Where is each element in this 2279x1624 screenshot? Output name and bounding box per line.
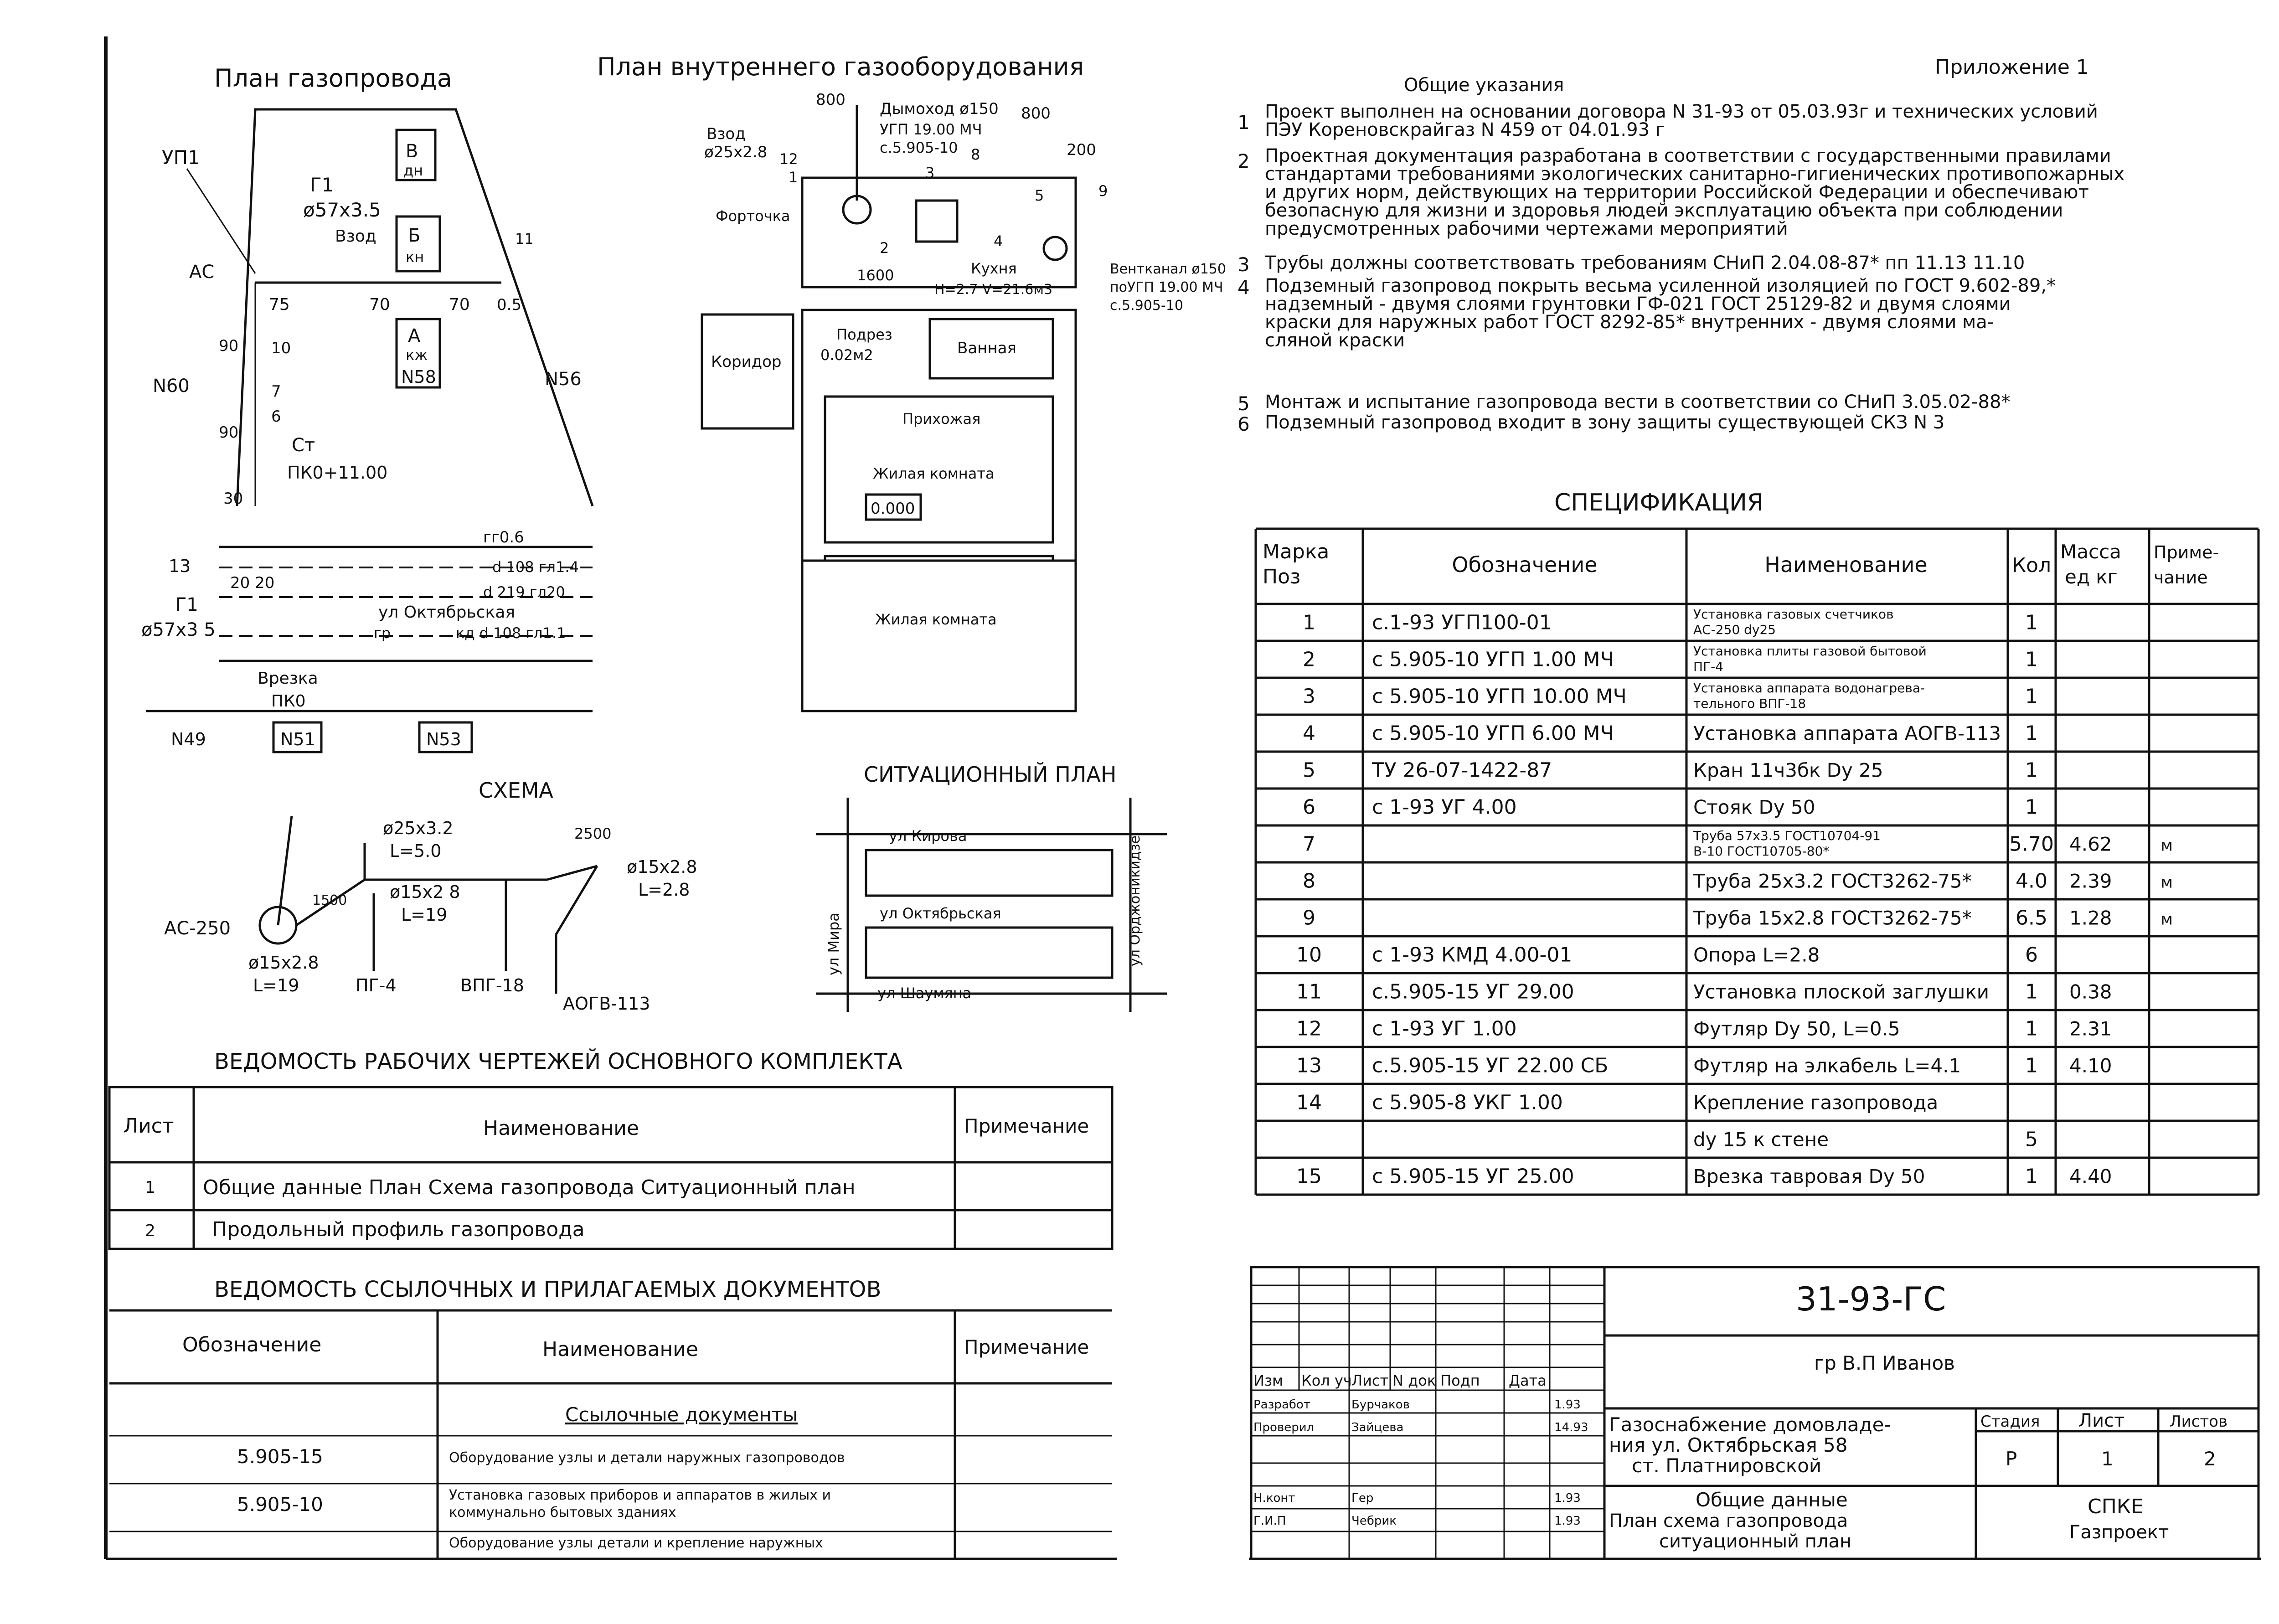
spec-cells xyxy=(1263,540,2219,1188)
lot-n60: N60 xyxy=(153,376,190,397)
schema-pg4: ПГ-4 xyxy=(356,975,397,995)
pos-5: 5 xyxy=(1035,187,1044,204)
spec-h-designation: Обозначение xyxy=(1452,552,1598,577)
docs-r2-name-1: Установка газовых приборов и аппаратов в жилых и xyxy=(449,1487,831,1503)
spec-cell-designation: ТУ 26-07-1422-87 xyxy=(1372,758,1552,782)
tb-sheet-h: Лист xyxy=(2078,1410,2125,1431)
schema-d1500: 1500 xyxy=(312,892,347,908)
label-kd: кд d 108 гл1.1 xyxy=(456,624,566,642)
spec-cell-qty: 1 xyxy=(2025,1054,2038,1078)
spec-cell-name: тельного ВПГ-18 xyxy=(1693,696,1806,711)
pos-1: 1 xyxy=(789,169,798,186)
label-vent: Вентканал ø150 xyxy=(1110,261,1226,277)
street-shaumyana: ул Шаумяна xyxy=(877,985,972,1002)
tb-col-header: Изм xyxy=(1253,1372,1284,1389)
spec-cell-pos: 11 xyxy=(1296,980,1322,1004)
label-vent-ugp: поУГП 19.00 МЧ xyxy=(1110,279,1223,295)
note-5-line-1: Монтаж и испытание газопровода вести в соответствии со СНиП 3.05.02-88* xyxy=(1265,392,2011,412)
street-ordzh: ул Орджоникидзе xyxy=(1127,835,1143,966)
note-num-2: 2 xyxy=(1237,150,1250,172)
spec-cell-name: Футляр на элкабель L=4.1 xyxy=(1693,1054,1961,1077)
tb-sheets: 2 xyxy=(2204,1448,2216,1470)
docs-r3-name: Оборудование узлы детали и крепление наружных xyxy=(449,1535,823,1551)
tb-staff-name: Зайцева xyxy=(1351,1421,1404,1434)
title-block xyxy=(1251,1267,2258,1559)
spec-cell-name: Установка плоской заглушки xyxy=(1693,980,1989,1003)
label-g1: Г1 xyxy=(310,174,334,196)
label-kitchen-dims: Н=2.7 V=21.6м3 xyxy=(934,282,1053,298)
tb-col-header: Подп xyxy=(1440,1372,1480,1389)
schema-l28: L=2.8 xyxy=(638,880,690,900)
spec-cell-mass: 0.38 xyxy=(2069,980,2112,1003)
spec-cell-pos: 5 xyxy=(1303,758,1315,782)
spec-cell-name: Врезка тавровая Dу 50 xyxy=(1693,1165,1925,1188)
schema-p25: ø25х3.2 xyxy=(383,818,454,838)
spec-cell-pos: 1 xyxy=(1303,611,1315,634)
dim-90b: 90 xyxy=(219,423,239,442)
dim-1600: 1600 xyxy=(857,267,894,284)
spec-cell-qty: 6 xyxy=(2025,943,2038,967)
spec-cell-note: м xyxy=(2160,836,2173,855)
drawings-list-title: ВЕДОМОСТЬ РАБОЧИХ ЧЕРТЕЖЕЙ ОСНОВНОГО КОМПЛЕКТА xyxy=(214,1049,902,1074)
spec-h-note: Приме- xyxy=(2154,542,2219,562)
label-level: 0.000 xyxy=(871,500,915,518)
label-pipe-int: ø25х2.8 xyxy=(704,143,768,161)
spec-cell-pos: 10 xyxy=(1296,943,1322,967)
spec-cell-designation: с.5.905-15 УГ 29.00 xyxy=(1372,980,1574,1004)
spec-cell-mass: 2.39 xyxy=(2069,870,2112,892)
spec-cell-designation: с 5.905-15 УГ 25.00 xyxy=(1372,1165,1574,1188)
spec-cell-designation: с.5.905-15 УГ 22.00 СБ xyxy=(1372,1054,1609,1078)
pos-8: 8 xyxy=(971,146,980,163)
spec-cell-pos: 13 xyxy=(1296,1054,1322,1078)
spec-cell-qty: 1 xyxy=(2025,758,2038,782)
tb-staff-grid xyxy=(1251,1267,1604,1559)
spec-cell-qty: 4.0 xyxy=(2016,869,2047,893)
spec-cell-note: м xyxy=(2160,873,2173,892)
dim-30: 30 xyxy=(223,490,243,508)
pos-4: 4 xyxy=(994,232,1003,250)
lot-n51: N51 xyxy=(280,729,315,749)
street-mira: ул Мира xyxy=(825,913,842,975)
label-corridor: Коридор xyxy=(711,353,782,371)
note-2-line-1: Проектная документация разработана в соответствии с государственными правилами xyxy=(1265,145,2111,166)
building-b-sub: кн xyxy=(406,248,424,266)
docs-h-name: Наименование xyxy=(542,1338,698,1361)
lot-n49: N49 xyxy=(171,729,206,749)
label-fortochka: Форточка xyxy=(716,207,790,225)
tb-stage: Р xyxy=(2006,1448,2017,1470)
spec-cell-note: м xyxy=(2160,910,2173,929)
gas-plan-title: План газопровода xyxy=(214,64,452,93)
docs-h-designation: Обозначение xyxy=(182,1333,322,1356)
label-d108: d 108 гл1.4 xyxy=(492,558,579,576)
lot-n53: N53 xyxy=(426,729,461,749)
label-pipe-dia2: ø57х3 5 xyxy=(141,619,216,640)
drawings-h-sheet: Лист xyxy=(123,1114,174,1138)
spec-cell-qty: 1 xyxy=(2025,611,2038,634)
spec-cell-pos: 4 xyxy=(1303,722,1315,745)
label-ugp: УГП 19.00 МЧ xyxy=(880,121,982,138)
label-hall: Прихожая xyxy=(902,410,981,428)
tb-org-1: СПКЕ xyxy=(2088,1495,2144,1518)
spec-cell-pos: 7 xyxy=(1303,832,1315,856)
note-1-line-1: Проект выполнен на основании договора N 31-93 от 05.03.93г и технических условий xyxy=(1265,101,2098,122)
spec-cell-mass: 1.28 xyxy=(2069,907,2112,929)
gas-pipeline-plan xyxy=(141,64,593,752)
drawings-h-note: Примечание xyxy=(964,1115,1089,1137)
lot-n58: N58 xyxy=(401,367,436,387)
label-d219: d 219 гл20 xyxy=(483,583,565,601)
pos-6: 6 xyxy=(271,407,281,426)
docs-r1-name: Оборудование узлы и детали наружных газопроводов xyxy=(449,1450,845,1466)
tb-staff-role: Г.И.П xyxy=(1253,1514,1286,1528)
note-4-line-2: надземный - двумя слоями грунтовки ГФ-021 ГОСТ 25129-82 и двумя слоями xyxy=(1265,294,2011,314)
docs-section-ref: Ссылочные документы xyxy=(565,1403,798,1426)
spec-cell-pos: 9 xyxy=(1303,906,1315,930)
tb-col-header: Дата xyxy=(1509,1372,1547,1389)
label-vzod-int: Взод xyxy=(706,125,746,143)
interior-plan-title: План внутреннего газооборудования xyxy=(597,52,1084,81)
schema-p15b: ø15х2 8 xyxy=(390,882,460,902)
note-num-4: 4 xyxy=(1237,276,1250,299)
tb-staff-role: Проверил xyxy=(1253,1421,1315,1434)
schema-l19b: L=19 xyxy=(253,975,299,995)
spec-cell-mass: 2.31 xyxy=(2069,1017,2112,1040)
spec-cell-name: Труба 25х3.2 ГОСТ3262-75* xyxy=(1693,870,1972,892)
spec-cell-qty: 1 xyxy=(2025,1017,2038,1041)
schema-p15a: ø15х2.8 xyxy=(627,857,697,877)
note-4-line-4: сляной краски xyxy=(1265,330,1405,351)
block-1 xyxy=(866,850,1112,896)
note-4-line-1: Подземный газопровод покрыть весьма усиленной изоляцией по ГОСТ 9.602-89,* xyxy=(1265,275,2056,296)
spec-cell-designation: с.1-93 УГП100-01 xyxy=(1372,611,1552,634)
spec-cell-pos: 8 xyxy=(1303,869,1315,893)
drawings-r2-name: Продольный профиль газопровода xyxy=(212,1218,585,1241)
label-street: ул Октябрьская xyxy=(378,603,515,622)
label-pipe-dia: ø57х3.5 xyxy=(303,199,381,221)
note-2-line-5: предусмотренных рабочими чертежами мероприятий xyxy=(1265,218,1788,239)
spec-cell-pos: 3 xyxy=(1303,685,1315,708)
dim-200: 200 xyxy=(1067,141,1096,159)
spec-cell-name: Установка аппарата водонагрева- xyxy=(1693,681,1925,696)
spec-cell-designation: с 5.905-8 УКГ 1.00 xyxy=(1372,1091,1563,1114)
label-living1: Жилая комната xyxy=(873,465,995,482)
note-6-line-1: Подземный газопровод входит в зону защиты существующей СКЗ N 3 xyxy=(1265,412,1945,433)
schema-d2500: 2500 xyxy=(574,825,612,842)
spec-cell-name: Труба 15х2.8 ГОСТ3262-75* xyxy=(1693,907,1972,929)
note-num-6: 6 xyxy=(1237,413,1250,435)
note-1-line-2: ПЭУ Кореновскрайгаз N 459 от 04.01.93 г xyxy=(1265,119,1665,140)
tb-sheets-h: Листов xyxy=(2170,1413,2228,1431)
drawings-h-name: Наименование xyxy=(483,1117,639,1140)
label-podrez-area: 0.02м2 xyxy=(820,346,873,364)
pos-11: 11 xyxy=(515,230,534,247)
tb-staff-name: Гер xyxy=(1351,1491,1374,1505)
room-living2-outer xyxy=(802,561,1076,711)
tb-object-1: Газоснабжение домовладе- xyxy=(1609,1413,1891,1436)
tb-staff-name: Бурчаков xyxy=(1351,1398,1410,1412)
pos-10: 10 xyxy=(271,339,291,357)
docs-r2-name-2: коммунально бытовых зданиях xyxy=(449,1505,676,1521)
building-b-label: Б xyxy=(408,225,421,246)
spec-cell-qty: 1 xyxy=(2025,648,2038,671)
situation-plan xyxy=(816,762,1167,1012)
dim-800b: 800 xyxy=(1021,104,1051,123)
spec-cell-qty: 1 xyxy=(2025,980,2038,1004)
situation-title: СИТУАЦИОННЫЙ ПЛАН xyxy=(864,762,1117,787)
drawings-r1-name: Общие данные План Схема газопровода Ситуационный план xyxy=(203,1176,856,1199)
interior-gas-equipment-plan xyxy=(597,52,1226,711)
label-ugp-ref: с.5.905-10 xyxy=(880,139,958,156)
spec-cell-mass: 4.40 xyxy=(2069,1165,2112,1188)
building-v-sub: дн xyxy=(403,162,423,179)
label-vent-ref: с.5.905-10 xyxy=(1110,298,1183,314)
docs-list-title: ВЕДОМОСТЬ ССЫЛОЧНЫХ И ПРИЛАГАЕМЫХ ДОКУМЕНТОВ xyxy=(214,1277,882,1302)
tb-client: гр В.П Иванов xyxy=(1814,1352,1955,1374)
tb-col-header: Лист xyxy=(1351,1372,1389,1389)
spec-cell-mass: 4.10 xyxy=(2069,1054,2112,1077)
schema-p15c: ø15х2.8 xyxy=(248,953,319,973)
note-num-1: 1 xyxy=(1237,111,1250,134)
tb-object-2: ния ул. Октябрьская 58 xyxy=(1609,1434,1848,1456)
spec-cell-qty: 1 xyxy=(2025,1165,2038,1188)
docs-r1-designation: 5.905-15 xyxy=(237,1445,323,1468)
note-3-line-1: Трубы должны соответствовать требованиям СНиП 2.04.08-87* пп 11.13 11.10 xyxy=(1265,253,2025,273)
label-pk0: ПК0 xyxy=(271,692,306,711)
dim-2020: 20 20 xyxy=(230,574,275,592)
spec-h-qty: Кол xyxy=(2011,554,2052,577)
label-gr: гр xyxy=(374,624,391,642)
spec-cell-name: Крепление газопровода xyxy=(1693,1091,1939,1114)
tb-content-2: План схема газопровода xyxy=(1609,1511,1848,1531)
docs-r2-designation: 5.905-10 xyxy=(237,1493,323,1516)
spec-h-note-2: чание xyxy=(2154,567,2208,588)
spec-cell-name: Футляр Dу 50, L=0.5 xyxy=(1693,1017,1900,1040)
note-2-line-2: стандартами требованиями экологических санитарно-гигиенических противопожарных xyxy=(1265,164,2125,185)
spec-cell-name: Установка газовых счетчиков xyxy=(1693,607,1894,622)
note-2-line-4: безопасную для жизни и здоровья людей эксплуатацию объекта при соблюдении xyxy=(1265,200,2063,221)
building-a-sub: кж xyxy=(406,346,428,364)
tb-staff-date: 1.93 xyxy=(1554,1514,1581,1528)
tb-staff-role: Н.конт xyxy=(1253,1491,1295,1505)
pos-7: 7 xyxy=(271,382,281,401)
spec-cell-name: ПГ-4 xyxy=(1693,659,1724,674)
spec-h-mass: Масса xyxy=(2060,541,2121,563)
schema-aogv: АОГВ-113 xyxy=(563,994,650,1014)
dim-05: 0.5 xyxy=(497,296,522,314)
spec-cell-name: Установка плиты газовой бытовой xyxy=(1693,644,1927,659)
schema-ac250: АС-250 xyxy=(164,918,231,939)
label-gr06: гг0.6 xyxy=(483,528,524,546)
tb-staff-date: 14.93 xyxy=(1554,1421,1588,1434)
spec-cell-name: Труба 57х3.5 ГОСТ10704-91 xyxy=(1693,828,1881,843)
pos-3: 3 xyxy=(925,164,935,181)
street-oktyabr: ул Октябрьская xyxy=(880,905,1001,922)
note-num-5: 5 xyxy=(1237,392,1250,415)
block-2 xyxy=(866,928,1112,978)
tb-code: 31-93-ГС xyxy=(1796,1280,1946,1318)
spec-cell-qty: 1 xyxy=(2025,722,2038,745)
drawings-r1-sheet: 1 xyxy=(145,1178,155,1197)
schema-title: СХЕМА xyxy=(479,778,553,803)
label-podrez: Подрез xyxy=(836,326,892,343)
note-2-line-3: и других норм, действующих на территории Российской Федерации и обеспечивают xyxy=(1265,182,2089,203)
label-kitchen: Кухня xyxy=(971,260,1017,277)
label-vzod: Взод xyxy=(335,227,376,246)
label-pk: ПК0+11.00 xyxy=(287,463,388,483)
pos-2: 2 xyxy=(880,239,889,257)
drawings-list xyxy=(109,1048,1112,1249)
tb-content-3: ситуационный план xyxy=(1659,1531,1852,1552)
dim-70b: 70 xyxy=(449,295,470,314)
spec-cell-pos: 14 xyxy=(1296,1091,1322,1114)
spec-cell-designation: с 1-93 КМД 4.00-01 xyxy=(1372,943,1573,967)
label-ac: АС xyxy=(189,262,215,283)
building-v-label: В xyxy=(406,141,418,162)
spec-h-mass-unit: ед кг xyxy=(2065,566,2118,588)
schema-vpg18: ВПГ-18 xyxy=(460,975,524,995)
spec-h-name: Наименование xyxy=(1764,552,1928,577)
label-g1b: Г1 xyxy=(175,594,198,615)
dim-75: 75 xyxy=(269,295,290,314)
tb-org-2: Газпроект xyxy=(2069,1522,2169,1543)
specification-table xyxy=(1256,489,2258,1195)
spec-cell-name: Опора L=2.8 xyxy=(1693,943,1820,966)
tb-staff-role: Разработ xyxy=(1253,1398,1310,1412)
spec-cell-qty: 1 xyxy=(2025,685,2038,708)
spec-cell-qty: 1 xyxy=(2025,795,2038,819)
docs-h-note: Примечание xyxy=(964,1336,1089,1358)
room-corridor xyxy=(702,314,793,428)
tb-col-header: Кол уч xyxy=(1301,1372,1352,1389)
pos-9: 9 xyxy=(1098,182,1108,200)
leader-up1 xyxy=(187,169,255,273)
pos-13: 13 xyxy=(169,556,191,576)
spec-cell-name: Стояк Dу 50 xyxy=(1693,796,1815,819)
spec-cell-qty: 5 xyxy=(2025,1128,2038,1151)
dim-800a: 800 xyxy=(816,91,846,109)
spec-cell-designation: с 1-93 УГ 4.00 xyxy=(1372,795,1517,819)
general-notes-title: Общие указания xyxy=(1404,75,1564,96)
spec-cell-name: АС-250 dу25 xyxy=(1693,622,1776,637)
tb-content-1: Общие данные xyxy=(1696,1489,1848,1511)
spec-h-pos: Поз xyxy=(1263,565,1301,588)
spec-cell-pos: 6 xyxy=(1303,795,1315,819)
gas-schema xyxy=(164,778,697,1014)
label-living2: Жилая комната xyxy=(875,611,997,628)
spec-cell-designation: с 5.905-10 УГП 1.00 МЧ xyxy=(1372,648,1614,671)
spec-cell-qty: 6.5 xyxy=(2016,906,2047,930)
spec-cell-mass: 4.62 xyxy=(2069,833,2112,856)
label-st: Ст xyxy=(292,435,315,456)
tb-object-3: ст. Платнировской xyxy=(1632,1454,1822,1477)
spec-cell-designation: с 5.905-10 УГП 6.00 МЧ xyxy=(1372,722,1614,745)
tb-staff-name: Чебрик xyxy=(1351,1514,1397,1528)
tb-stage-h: Стадия xyxy=(1980,1413,2040,1431)
spec-h-mark: Марка xyxy=(1263,540,1330,563)
spec-cell-name: Кран 11ч3бк Dу 25 xyxy=(1693,759,1883,782)
dim-90a: 90 xyxy=(219,337,239,355)
note-num-3: 3 xyxy=(1237,253,1250,276)
spec-title: СПЕЦИФИКАЦИЯ xyxy=(1554,489,1764,516)
tb-sheet-no: 1 xyxy=(2101,1448,2114,1470)
label-up1: УП1 xyxy=(162,146,200,169)
label-vrezka: Врезка xyxy=(258,669,318,688)
street-kirova: ул Кирова xyxy=(889,827,967,845)
schema-l19a: L=19 xyxy=(401,905,448,925)
spec-cell-pos: 12 xyxy=(1296,1017,1322,1041)
spec-cell-qty: 5.70 xyxy=(2009,832,2054,856)
spec-cell-name: dу 15 к стене xyxy=(1693,1128,1829,1151)
spec-cell-name: Установка аппарата АОГВ-113 xyxy=(1693,722,2001,745)
spec-cell-designation: с 5.905-10 УГП 10.00 МЧ xyxy=(1372,685,1627,708)
lot-n56: N56 xyxy=(545,369,582,390)
spec-cell-designation: с 1-93 УГ 1.00 xyxy=(1372,1017,1517,1041)
tb-staff-date: 1.93 xyxy=(1554,1491,1581,1505)
note-4-line-3: краски для наружных работ ГОСТ 8292-85* внутренних - двумя слоями ма- xyxy=(1265,312,1994,333)
dim-70a: 70 xyxy=(369,295,390,314)
spec-cell-pos: 2 xyxy=(1303,648,1315,671)
tb-staff-date: 1.93 xyxy=(1554,1398,1581,1412)
spec-cell-name: В-10 ГОСТ10705-80* xyxy=(1693,844,1830,859)
building-a-label: А xyxy=(408,325,421,346)
pos-12: 12 xyxy=(779,150,798,168)
general-notes xyxy=(1237,75,2124,435)
spec-cell-pos: 15 xyxy=(1296,1165,1322,1188)
tb-col-header: N док xyxy=(1392,1372,1436,1389)
schema-l50: L=5.0 xyxy=(390,841,442,861)
documents-list xyxy=(109,1277,1112,1559)
drawings-r2-sheet: 2 xyxy=(145,1222,155,1240)
label-bath: Ванная xyxy=(957,339,1016,357)
label-chimney: Дымоход ø150 xyxy=(880,100,999,118)
appendix-label: Приложение 1 xyxy=(1935,56,2089,79)
